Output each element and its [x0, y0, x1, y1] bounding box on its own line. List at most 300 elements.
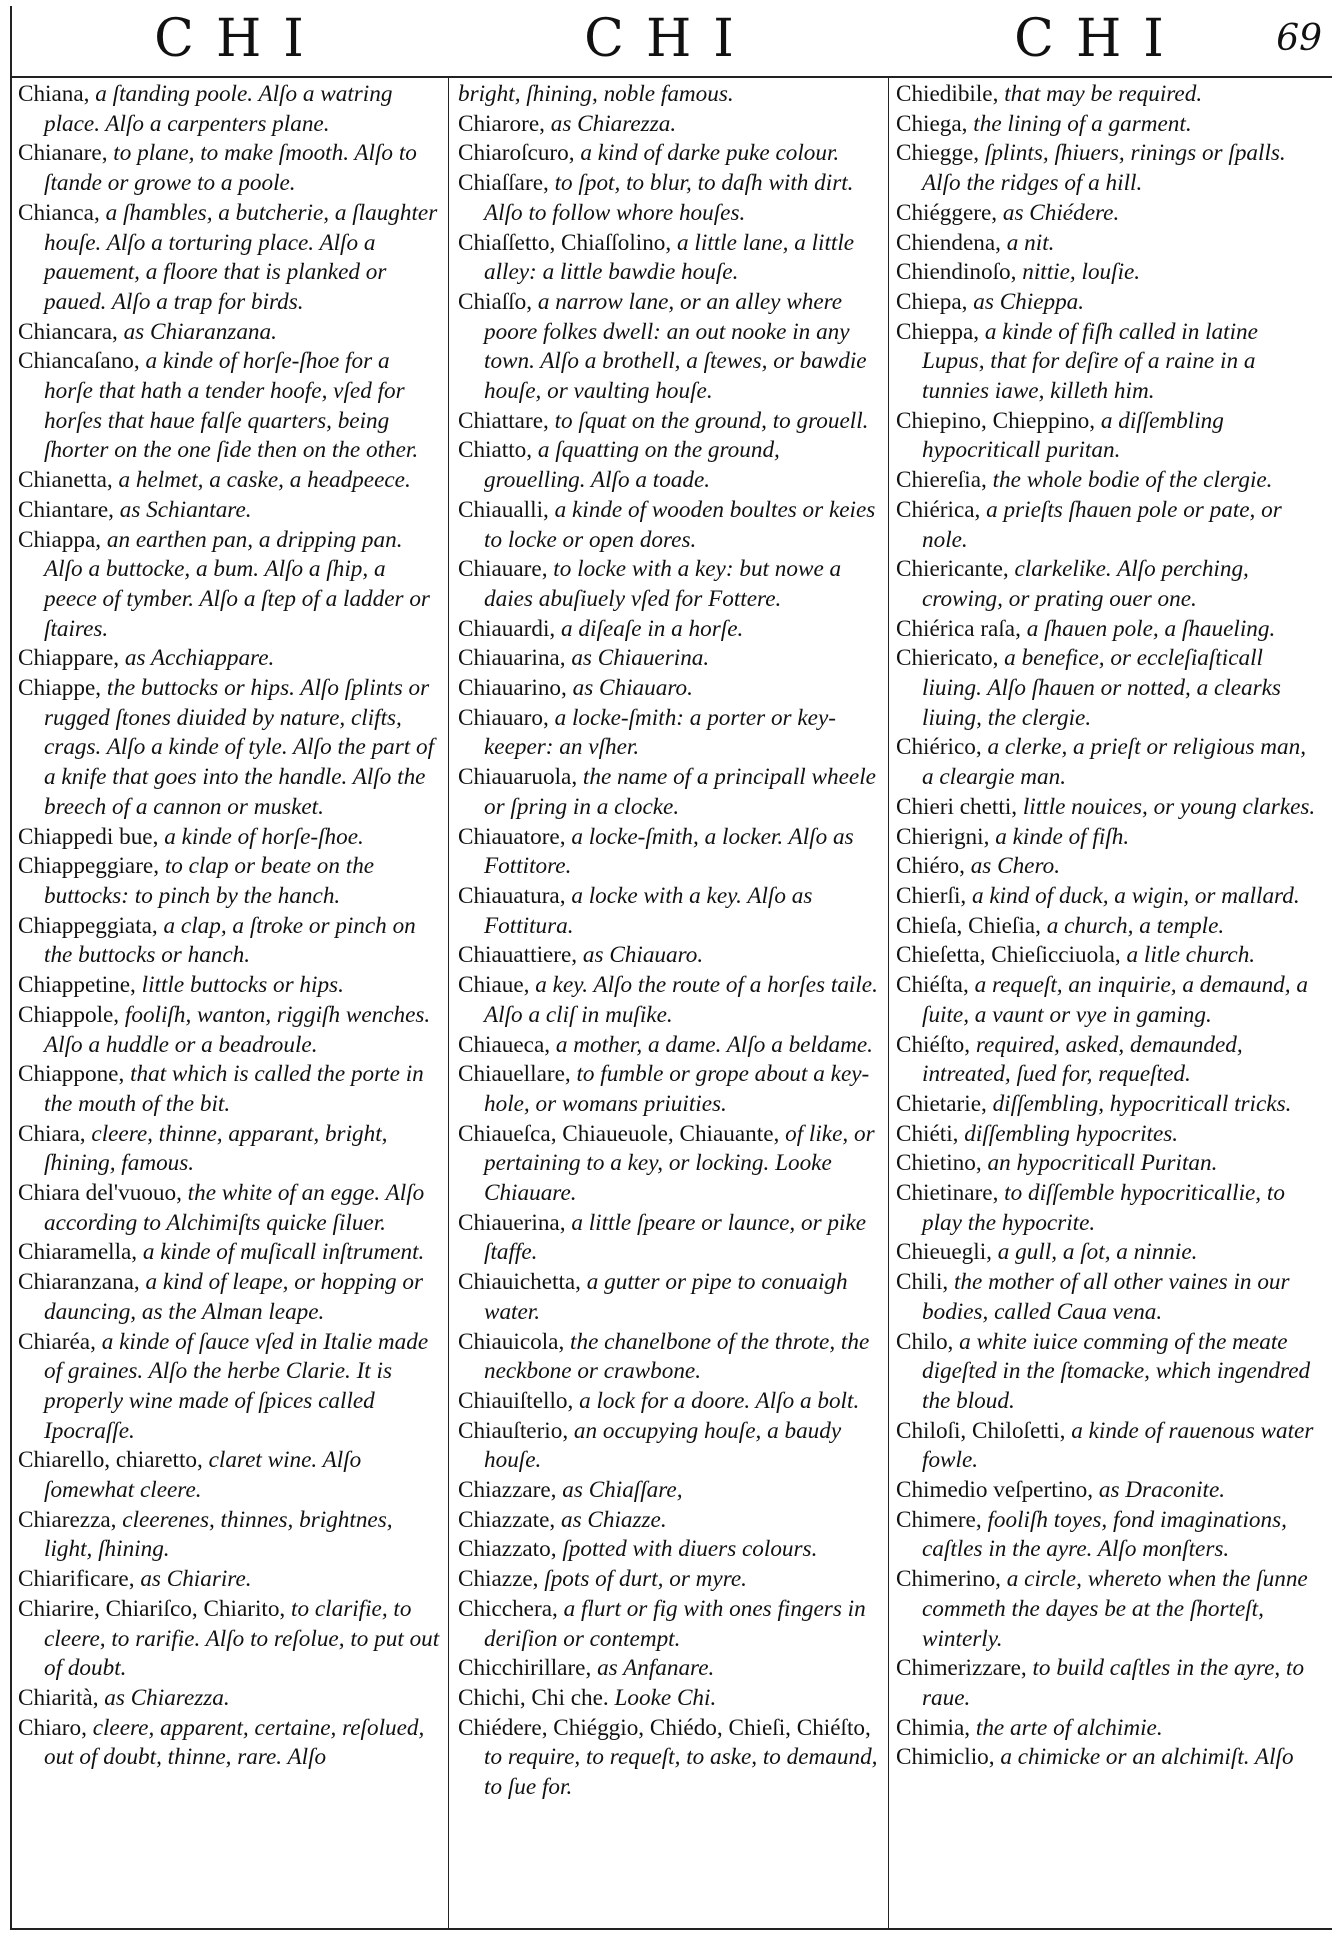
- entry-definition: cleere, thinne, apparant, bright, ſhining, famous.: [44, 1120, 388, 1177]
- dictionary-entry: [18, 1595, 440, 1684]
- dictionary-entry: [896, 733, 1318, 792]
- entry-definition: a kind of leape, or hopping or dauncing, as the Alman leape.: [44, 1269, 424, 1325]
- entry-definition: a kinde of horſe-ſhoe.: [164, 823, 364, 850]
- entry-headword: Chianare,: [18, 140, 108, 167]
- dictionary-entry: [458, 555, 884, 614]
- dictionary-entry: [896, 1743, 1318, 1773]
- entry-definition: a chimicke or an alchimiſt. Alſo: [1000, 1744, 1294, 1771]
- dictionary-entry: [896, 466, 1318, 496]
- entry-headword: Chiazzato,: [458, 1536, 557, 1563]
- entry-definition: to fumble or grope about a key-hole, or womans priuities.: [484, 1061, 870, 1117]
- dictionary-entry: [458, 615, 884, 645]
- dictionary-entry: [18, 1120, 440, 1179]
- dictionary-entry: [458, 644, 884, 674]
- entry-headword: Chiaueſca, Chiaueuole, Chiauante,: [458, 1120, 780, 1147]
- entry-headword: Chieuegli,: [896, 1239, 992, 1266]
- entry-definition: to ſquat on the ground, to grouell.: [554, 407, 869, 434]
- dictionary-entry: [458, 436, 884, 495]
- entry-headword: Chiarello, chiaretto,: [18, 1447, 203, 1474]
- entry-headword: Chiauarina,: [458, 645, 566, 672]
- entry-headword: Chiancara,: [18, 318, 118, 345]
- entry-headword: Chimiclio,: [896, 1744, 995, 1771]
- entry-definition: ſplints, ſhiuers, rinings or ſpalls. Alſo the ridges of a hill.: [922, 140, 1286, 197]
- entry-headword: Chiegge,: [896, 140, 980, 167]
- entry-definition: an earthen pan, a dripping pan. Alſo a buttocke, a bum. Alſo a ſhip, a peece of tymber. Alſo a ſtep of a ladder or ſtaires.: [44, 526, 430, 642]
- dictionary-entry: [18, 971, 440, 1001]
- entry-definition: a narrow lane, or an alley where poore folkes dwell: an out nooke in any town. Alſo a brothell, a ſtewes, or bawdie houſe, or vaulting houſe.: [484, 288, 867, 405]
- entry-headword: Chiéro,: [896, 853, 965, 880]
- entry-headword: Chiauatura,: [458, 882, 566, 909]
- entry-headword: Chiendena,: [896, 229, 1001, 256]
- entry-definition: a mother, a dame. Alſo a beldame.: [555, 1031, 873, 1058]
- dictionary-entry: [458, 823, 884, 882]
- entry-definition: a ſquatting on the ground, grouelling. Alſo a toade.: [484, 437, 780, 494]
- entry-headword: Chiericante,: [896, 556, 1009, 583]
- dictionary-entry: [896, 1417, 1318, 1476]
- entry-headword: Chichi, Chi che.: [458, 1684, 609, 1711]
- entry-definition: of like, or pertaining to a key, or locking. Looke Chiauare.: [484, 1120, 875, 1207]
- entry-definition: a flurt or fig with ones fingers in deriſion or contempt.: [484, 1595, 866, 1652]
- entry-definition: a ſhauen pole, a ſhaueling.: [1026, 615, 1276, 642]
- dictionary-entry: [896, 318, 1318, 407]
- entry-headword: Chilo,: [896, 1328, 954, 1355]
- entry-definition: that which is called the porte in the mouth of the bit.: [44, 1061, 424, 1117]
- running-head-left: CHI: [154, 9, 326, 69]
- entry-headword: Chicchirillare,: [458, 1655, 592, 1682]
- dictionary-entry: [18, 823, 440, 853]
- entry-headword: Chimerizzare,: [896, 1655, 1027, 1682]
- entry-headword: Chicchera,: [458, 1595, 558, 1622]
- entry-headword: Chiarore,: [458, 110, 545, 137]
- entry-definition: a litle church.: [1126, 942, 1256, 969]
- entry-definition: a little lane, a little alley: a little bawdie houſe.: [484, 229, 855, 286]
- entry-headword: Chiana,: [18, 81, 90, 107]
- dictionary-entry: [896, 1714, 1318, 1744]
- entry-headword: Chiauellare,: [458, 1061, 571, 1088]
- dictionary-entry: [18, 318, 440, 348]
- entry-headword: Chiauatore,: [458, 823, 566, 850]
- entry-headword: Chiepa,: [896, 288, 968, 315]
- entry-definition: as Chiédere.: [1002, 199, 1120, 226]
- entry-definition: a kinde of wooden boultes or keies to locke or open dores.: [484, 496, 876, 553]
- dictionary-entry: [18, 1714, 440, 1773]
- entry-definition: as Chiaranzana.: [123, 318, 277, 345]
- entry-definition: a prieſts ſhauen pole or pate, or nole.: [922, 496, 1282, 553]
- entry-definition: a white iuice comming of the meate digeſted in the ſtomacke, which ingendred the bloud.: [922, 1328, 1311, 1414]
- entry-headword: Chiarità,: [18, 1684, 99, 1711]
- entry-definition: a diſeaſe in a horſe.: [561, 615, 744, 642]
- entry-definition: to clarifie, to cleere, to rarifie. Alſo to reſolue, to put out of doubt.: [44, 1595, 440, 1682]
- entry-definition: a little ſpeare or launce, or pike ſtaffe.: [484, 1209, 867, 1266]
- entry-headword: Chiédere, Chiéggio, Chiédo, Chieſi, Chiéſto,: [458, 1714, 871, 1741]
- entry-definition: a helmet, a caske, a headpeece.: [118, 467, 411, 494]
- entry-headword: Chiega,: [896, 110, 968, 137]
- dictionary-entry: [18, 199, 440, 318]
- entry-definition: a clap, a ſtroke or pinch on the buttocks or hanch.: [44, 912, 416, 969]
- entry-definition: as Acchiappare.: [124, 645, 275, 672]
- entry-headword: Chiaroſcuro,: [458, 140, 575, 167]
- entry-definition: to require, to requeſt, to aske, to demaund, to ſue for.: [484, 1744, 878, 1801]
- entry-headword: Chietarie,: [896, 1090, 987, 1117]
- entry-headword: Chiazzare,: [458, 1477, 557, 1504]
- entry-headword: Chiappare,: [18, 645, 120, 672]
- entry-headword: Chiepino, Chieppino,: [896, 407, 1096, 434]
- dictionary-entry: [458, 1060, 884, 1119]
- entry-headword: Chiauaro,: [458, 704, 549, 731]
- entry-definition: cleerenes, thinnes, brightnes, light, ſhining.: [44, 1506, 393, 1563]
- dictionary-entry: [458, 169, 884, 228]
- entry-definition: as Draconite.: [1098, 1477, 1226, 1504]
- entry-headword: Chiappeggiata,: [18, 912, 158, 939]
- entry-headword: Chiaſſetto, Chiaſſolino,: [458, 229, 672, 256]
- entry-definition: the lining of a garment.: [973, 110, 1192, 137]
- entry-definition: as Chiarezza.: [104, 1684, 230, 1711]
- dictionary-entry: [458, 1476, 884, 1506]
- entry-definition: an occupying houſe, a baudy houſe.: [484, 1417, 842, 1474]
- dictionary-entry: [458, 1268, 884, 1327]
- entry-definition: as Chieppa.: [973, 288, 1085, 315]
- dictionary-entry: [458, 1031, 884, 1061]
- dictionary-entry: [896, 644, 1318, 733]
- entry-headword: Chiereſia,: [896, 467, 987, 494]
- dictionary-entry: [18, 852, 440, 911]
- entry-headword: Chiéti,: [896, 1120, 959, 1147]
- entry-definition: a kind of duck, a wigin, or mallard.: [972, 882, 1300, 909]
- dictionary-entry: [18, 1268, 440, 1327]
- entry-definition: to diſſemble hypocriticallie, to play the hypocrite.: [922, 1180, 1285, 1236]
- footer-rule: [10, 1928, 1332, 1930]
- entry-headword: Chiérica,: [896, 496, 981, 523]
- entry-headword: Chiara del'vuouo,: [18, 1180, 182, 1207]
- entry-headword: Chiauichetta,: [458, 1269, 581, 1296]
- dictionary-entry: [896, 1238, 1318, 1268]
- dictionary-entry: [458, 763, 884, 822]
- entry-definition: fooliſh toyes, fond imaginations, caſtles in the ayre. Alſo monſters.: [922, 1506, 1287, 1563]
- entry-definition: a locke-ſmith: a porter or key-keeper: an vſher.: [484, 704, 836, 761]
- dictionary-entry: [458, 882, 884, 941]
- dictionary-entry: [458, 1684, 884, 1714]
- entry-definition: to build caſtles in the ayre, to raue.: [922, 1655, 1305, 1711]
- entry-definition: little nouices, or young clarkes.: [1022, 793, 1316, 820]
- left-border-rule: [10, 6, 12, 1930]
- entry-definition: a diſſembling hypocriticall puritan.: [922, 407, 1224, 464]
- entry-headword: Chimia,: [896, 1714, 971, 1741]
- dictionary-entry: [458, 80, 884, 110]
- entry-definition: to locke with a key: but nowe a daies abuſiuely vſed for Fottere.: [484, 556, 842, 612]
- entry-definition: a kinde of fiſh.: [995, 823, 1130, 850]
- entry-headword: Chiaualli,: [458, 496, 549, 523]
- dictionary-entry: [458, 1328, 884, 1387]
- entry-definition: a church, a temple.: [1046, 912, 1225, 939]
- dictionary-entry: [458, 1387, 884, 1417]
- entry-headword: Chianetta,: [18, 467, 113, 494]
- entry-definition: a requeſt, an inquirie, a demaund, a ſuite, a vaunt or vye in gaming.: [922, 972, 1308, 1028]
- dictionary-entry: [18, 1238, 440, 1268]
- dictionary-entry: [458, 1595, 884, 1654]
- entry-headword: Chiérica raſa,: [896, 615, 1021, 642]
- entry-headword: Chietinare,: [896, 1180, 999, 1207]
- dictionary-entry: [896, 1031, 1318, 1090]
- entry-headword: Chierſi,: [896, 882, 967, 909]
- dictionary-entry: [458, 229, 884, 288]
- dictionary-entry: [18, 526, 440, 645]
- entry-definition: a kind of darke puke colour.: [580, 140, 840, 167]
- entry-headword: Chiara,: [18, 1120, 86, 1147]
- entry-headword: Chiauerina,: [458, 1209, 566, 1236]
- entry-headword: Chiéſto,: [896, 1031, 971, 1058]
- dictionary-entry: [896, 80, 1318, 110]
- header-rule: [10, 76, 1332, 78]
- dictionary-column-1: [18, 80, 440, 1926]
- entry-definition: as Chero.: [970, 853, 1061, 880]
- entry-headword: Chiauſterio,: [458, 1417, 569, 1444]
- entry-headword: Chiauaruola,: [458, 764, 578, 791]
- entry-definition: clarkelike. Alſo perching, crowing, or prating ouer one.: [922, 556, 1249, 612]
- dictionary-column-3: [896, 80, 1318, 1926]
- dictionary-entry: [896, 1268, 1318, 1327]
- dictionary-entry: [458, 139, 884, 169]
- running-head-center: CHI: [584, 9, 756, 69]
- entry-headword: Chiaſſo,: [458, 288, 533, 315]
- dictionary-entry: [18, 1684, 440, 1714]
- dictionary-entry: [896, 229, 1318, 259]
- entry-definition: a ſhambles, a butcherie, a ſlaughter houſe. Alſo a torturing place. Alſo a pauement, a floore that is planked or paued. Alſo a trap for birds.: [44, 199, 438, 315]
- entry-headword: Chiaueca,: [458, 1031, 551, 1058]
- entry-definition: required, asked, demaunded, intreated, ſued for, requeſted.: [922, 1031, 1243, 1088]
- dictionary-entry: [18, 912, 440, 971]
- column-divider-2: [888, 76, 889, 1928]
- entry-definition: a clerke, a prieſt or religious man, a cleargie man.: [922, 734, 1307, 791]
- entry-headword: Chiéſta,: [896, 972, 969, 999]
- entry-definition: a kinde of rauenous water fowle.: [922, 1417, 1314, 1474]
- dictionary-entry: [18, 1001, 440, 1060]
- dictionary-entry: [18, 644, 440, 674]
- dictionary-entry: [896, 199, 1318, 229]
- entry-headword: Chierigni,: [896, 823, 990, 850]
- dictionary-entry: [896, 941, 1318, 971]
- entry-definition: as Chiauaro.: [582, 942, 704, 969]
- entry-headword: Chiarire, Chiariſco, Chiarito,: [18, 1595, 286, 1622]
- entry-definition: ſpots of durt, or myre.: [544, 1566, 747, 1593]
- entry-definition: a kinde of muſicall inſtrument.: [142, 1239, 425, 1266]
- entry-headword: Chiaranzana,: [18, 1269, 140, 1296]
- dictionary-entry: [458, 110, 884, 140]
- entry-definition: a circle, whereto when the ſunne commeth the dayes be at the ſhorteſt, winterly.: [922, 1566, 1308, 1652]
- entry-definition: as Schiantare.: [119, 496, 252, 523]
- entry-definition: a locke with a key. Alſo as Fottitura.: [484, 882, 813, 939]
- entry-definition: a nit.: [1006, 229, 1055, 256]
- dictionary-entry: [896, 1328, 1318, 1417]
- dictionary-entry: [896, 555, 1318, 614]
- entry-headword: Chianca,: [18, 199, 100, 226]
- entry-headword: Chiaramella,: [18, 1239, 138, 1266]
- entry-headword: Chiericato,: [896, 645, 999, 672]
- entry-definition: little buttocks or hips.: [141, 972, 344, 999]
- entry-headword: Chiérico,: [896, 734, 982, 761]
- dictionary-entry: [896, 258, 1318, 288]
- entry-headword: Chiazze,: [458, 1566, 539, 1593]
- dictionary-entry: [896, 1565, 1318, 1654]
- entry-headword: Chiappole,: [18, 1001, 120, 1028]
- dictionary-entry: [896, 912, 1318, 942]
- entry-headword: Chiaréa,: [18, 1328, 96, 1355]
- entry-headword: Chiauiſtello,: [458, 1387, 574, 1414]
- dictionary-entry: [458, 704, 884, 763]
- entry-headword: Chimerino,: [896, 1566, 1001, 1593]
- entry-headword: Chiaſſare,: [458, 170, 549, 197]
- entry-headword: Chiappeggiare,: [18, 853, 160, 880]
- entry-definition: as Chiazze.: [561, 1506, 667, 1533]
- dictionary-entry: [458, 941, 884, 971]
- dictionary-entry: [18, 1446, 440, 1505]
- dictionary-entry: [896, 110, 1318, 140]
- entry-definition: nittie, louſie.: [1022, 259, 1141, 286]
- entry-definition: bright, ſhining, noble famous.: [458, 81, 734, 107]
- dictionary-entry: [896, 1179, 1318, 1238]
- entry-definition: a kinde of ſauce vſed in Italie made of graines. Alſo the herbe Clarie. It is properly wine made of ſpices called Ipocraſſe.: [44, 1328, 429, 1444]
- entry-definition: a gull, a ſot, a ninnie.: [997, 1239, 1198, 1266]
- entry-headword: Chiappedi bue,: [18, 823, 159, 850]
- entry-definition: a kinde of horſe-ſhoe for a horſe that hath a tender hoofe, vſed for horſes that haue falſe quarters, being ſhorter on the one ſide then on the other.: [44, 348, 419, 464]
- entry-definition: the arte of alchimie.: [975, 1714, 1163, 1741]
- entry-definition: to clap or beate on the buttocks: to pinch by the hanch.: [44, 853, 375, 909]
- dictionary-entry: [18, 139, 440, 198]
- entry-headword: Chimere,: [896, 1506, 982, 1533]
- entry-definition: the white of an egge. Alſo according to Alchimiſts quicke ſiluer.: [44, 1180, 425, 1236]
- dictionary-entry: [18, 674, 440, 823]
- dictionary-entry: [896, 496, 1318, 555]
- dictionary-entry: [896, 1476, 1318, 1506]
- dictionary-column-2: [458, 80, 884, 1926]
- dictionary-entry: [18, 1565, 440, 1595]
- entry-definition: to plane, to make ſmooth. Alſo to ſtande or growe to a poole.: [44, 140, 417, 197]
- entry-headword: Chiaro,: [18, 1714, 87, 1741]
- dictionary-entry: [896, 882, 1318, 912]
- entry-definition: as Chiauaro.: [572, 675, 693, 702]
- column-divider-1: [448, 76, 449, 1928]
- running-head-right: CHI: [1014, 9, 1186, 69]
- entry-headword: Chiappa,: [18, 526, 102, 553]
- entry-headword: Chili,: [896, 1269, 949, 1296]
- dictionary-entry: [458, 1565, 884, 1595]
- entry-definition: that may be required.: [1004, 81, 1203, 107]
- entry-headword: Chiauare,: [458, 556, 548, 583]
- entry-headword: Chimedio veſpertino,: [896, 1477, 1094, 1504]
- entry-headword: Chietino,: [896, 1150, 982, 1177]
- entry-headword: Chiantare,: [18, 496, 114, 523]
- dictionary-entry: [18, 1506, 440, 1565]
- entry-headword: Chiancaſano,: [18, 348, 140, 375]
- entry-definition: the name of a principall wheele or ſpring in a clocke.: [484, 764, 876, 820]
- dictionary-entry: [458, 1209, 884, 1268]
- entry-headword: Chiendinoſo,: [896, 259, 1017, 286]
- entry-definition: fooliſh, wanton, riggiſh wenches. Alſo a huddle or a beadroule.: [44, 1001, 431, 1058]
- entry-definition: as Chiaſſare,: [562, 1477, 683, 1504]
- entry-headword: Chiauicola,: [458, 1328, 565, 1355]
- entry-definition: as Chiarezza.: [550, 110, 677, 137]
- entry-definition: the mother of all other vaines in our bodies, called Caua vena.: [922, 1269, 1290, 1325]
- entry-headword: Chiappe,: [18, 675, 102, 702]
- dictionary-entry: [18, 466, 440, 496]
- entry-definition: diſſembling, hypocriticall tricks.: [992, 1090, 1292, 1117]
- dictionary-entry: [458, 1654, 884, 1684]
- dictionary-entry: [18, 1328, 440, 1447]
- entry-definition: as Chiarire.: [140, 1566, 252, 1593]
- entry-definition: the buttocks or hips. Alſo ſplints or rugged ſtones diuided by nature, clifts, crags. Alſo a kinde of tyle. Alſo the part of a knife that goes into the handle. Alſo the breech of a cannon or musket.: [44, 675, 435, 820]
- dictionary-entry: [458, 674, 884, 704]
- entry-headword: Chieri chetti,: [896, 793, 1018, 820]
- dictionary-entry: [458, 1714, 884, 1803]
- entry-headword: Chiauattiere,: [458, 942, 578, 969]
- entry-definition: ſpotted with diuers colours.: [562, 1536, 818, 1563]
- entry-definition: an hypocriticall Puritan.: [987, 1150, 1218, 1177]
- dictionary-entry: [896, 1120, 1318, 1150]
- entry-headword: Chiauarino,: [458, 675, 567, 702]
- dictionary-entry: [896, 615, 1318, 645]
- dictionary-entry: [896, 1506, 1318, 1565]
- entry-definition: a ſtanding poole. Alſo a watring place. Alſo a carpenters plane.: [44, 81, 393, 137]
- entry-definition: as Anfanare.: [597, 1655, 715, 1682]
- dictionary-entry: [18, 1179, 440, 1238]
- entry-definition: as Chiauerina.: [571, 645, 710, 672]
- entry-headword: Chiappone,: [18, 1061, 125, 1088]
- entry-definition: a locke-ſmith, a locker. Alſo as Fottitore.: [484, 823, 854, 880]
- dictionary-entry: [458, 407, 884, 437]
- dictionary-entry: [896, 1090, 1318, 1120]
- entry-headword: Chieppa,: [896, 318, 980, 345]
- dictionary-entry: [458, 971, 884, 1030]
- dictionary-entry: [896, 1654, 1318, 1713]
- entry-headword: Chiarezza,: [18, 1506, 117, 1533]
- dictionary-entry: [896, 852, 1318, 882]
- entry-headword: Chiappetine,: [18, 972, 136, 999]
- dictionary-entry: [18, 347, 440, 466]
- dictionary-entry: [896, 793, 1318, 823]
- dictionary-entry: [896, 139, 1318, 198]
- dictionary-entry: [18, 496, 440, 526]
- entry-definition: a benefice, or eccleſiaſticall liuing. Alſo ſhauen or notted, a clearks liuing, the clergie.: [922, 645, 1281, 731]
- page-number: 69: [1276, 18, 1322, 59]
- entry-headword: Chiaue,: [458, 972, 530, 999]
- entry-definition: a lock for a doore. Alſo a bolt.: [579, 1387, 860, 1414]
- entry-definition: the whole bodie of the clergie.: [992, 467, 1273, 494]
- entry-definition: diſſembling hypocrites.: [964, 1120, 1179, 1147]
- entry-headword: Chiedibile,: [896, 81, 999, 107]
- entry-headword: Chiattare,: [458, 407, 549, 434]
- entry-definition: cleere, apparent, certaine, reſolued, out of doubt, thinne, rare. Alſo: [44, 1714, 425, 1771]
- dictionary-entry: [458, 496, 884, 555]
- dictionary-entry: [458, 288, 884, 407]
- entry-definition: a kinde of fiſh called in latine Lupus, that for deſire of a raine in a tunnies iawe, killeth him.: [922, 318, 1258, 405]
- entry-definition: claret wine. Alſo ſomewhat cleere.: [44, 1447, 362, 1504]
- entry-headword: Chiauardi,: [458, 615, 556, 642]
- entry-headword: Chieſetta, Chieſicciuola,: [896, 942, 1121, 969]
- entry-definition: a key. Alſo the route of a horſes taile. Alſo a cliſ in muſike.: [484, 972, 878, 1028]
- entry-definition: to ſpot, to blur, to daſh with dirt. Alſo to follow whore houſes.: [484, 170, 854, 226]
- entry-definition: a gutter or pipe to conuaigh water.: [484, 1269, 848, 1325]
- entry-headword: Chiazzate,: [458, 1506, 556, 1533]
- entry-headword: Chiloſi, Chiloſetti,: [896, 1417, 1066, 1444]
- dictionary-entry: [896, 1149, 1318, 1179]
- entry-definition: the chanelbone of the throte, the neckbone or crawbone.: [484, 1328, 870, 1385]
- dictionary-entry: [458, 1535, 884, 1565]
- dictionary-entry: [896, 971, 1318, 1030]
- dictionary-entry: [458, 1417, 884, 1476]
- entry-headword: Chiarificare,: [18, 1566, 135, 1593]
- dictionary-entry: [458, 1120, 884, 1209]
- entry-headword: Chiéggere,: [896, 199, 998, 226]
- dictionary-entry: [18, 80, 440, 139]
